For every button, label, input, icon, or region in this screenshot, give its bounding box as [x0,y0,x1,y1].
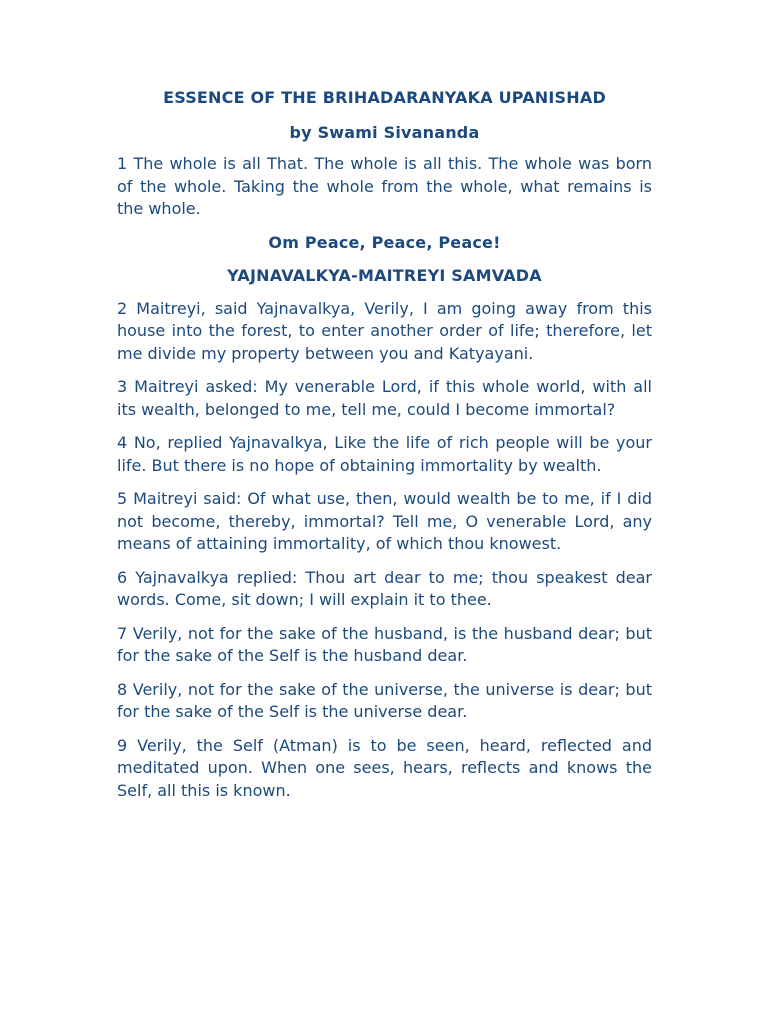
document-page [117,87,652,802]
verse-paragraph: 7 Verily, not for the sake of the husband, is the husband dear; but for the sake of the Self is the husband dear. [117,623,652,665]
document-title: ESSENCE OF THE BRIHADARANYAKA UPANISHAD [163,88,606,107]
section-heading: YAJNAVALKYA-MAITREYI SAMVADA [227,265,542,285]
verse-paragraph: 4 No, replied Yajnavalkya, Like the life of rich people will be your life. But there is no hope of obtaining immortality by wealth. [117,433,652,475]
verse-paragraph: 1 The whole is all That. The whole is all this. The whole was born of the whole. Taking the whole from the whole, what remains is the whole. [117,154,652,218]
verse-paragraph: 9 Verily, the Self (Atman) is to be seen, heard, reflected and meditated upon. When one sees, hears, reflects and knows the Self, all this is known. [117,735,652,800]
verse-paragraph: 2 Maitreyi, said Yajnavalkya, Verily, I am going away from this house into the forest, to enter another order of life; therefore, let me divide my property between you and Katyayani. [117,298,652,363]
verse-paragraph: 8 Verily, not for the sake of the universe, the universe is dear; but for the sake of the Self is the universe dear. [117,679,652,721]
verse-paragraph: 6 Yajnavalkya replied: Thou art dear to me; thou speakest dear words. Come, sit down; I will explain it to thee. [117,567,652,609]
verse-paragraph: 5 Maitreyi said: Of what use, then, would wealth be to me, if I did not become, thereby, immortal? Tell me, O venerable Lord, any means of attaining immortality, of which thou knowest. [117,489,652,553]
invocation-heading: Om Peace, Peace, Peace! [268,232,501,252]
document-author: by Swami Sivananda [289,123,480,142]
verse-paragraph: 3 Maitreyi asked: My venerable Lord, if this whole world, with all its wealth, belonged to me, tell me, could I become immortal? [117,377,652,419]
